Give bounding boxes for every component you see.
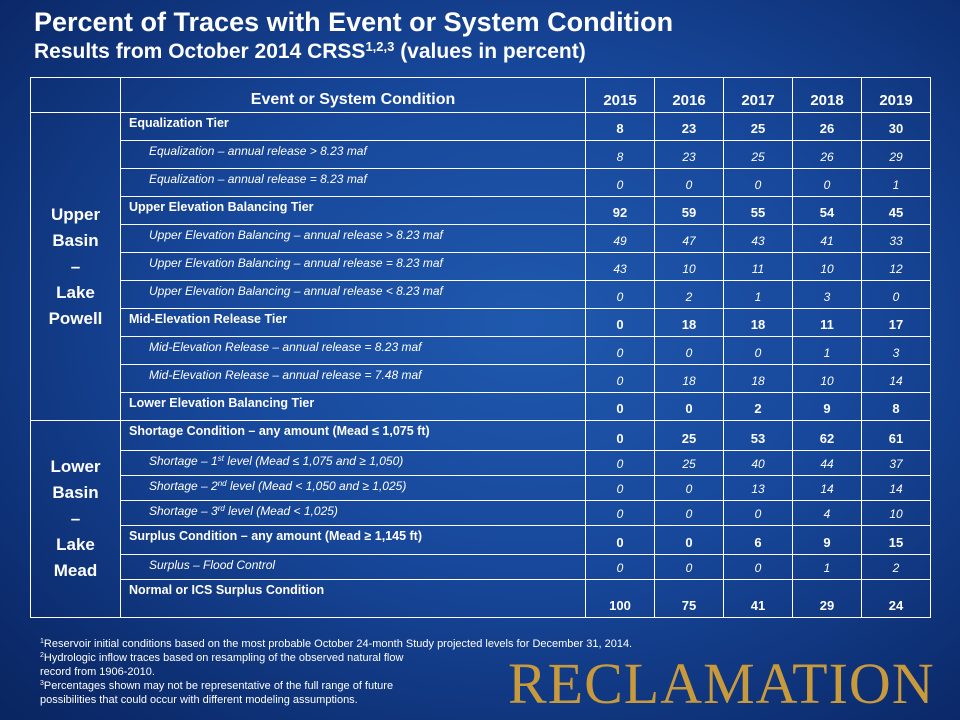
percent-value: 92 bbox=[586, 197, 655, 225]
percent-value: 49 bbox=[586, 225, 655, 253]
percent-value: 75 bbox=[655, 580, 724, 618]
footnote-1 bbox=[40, 637, 632, 651]
percent-value: 0 bbox=[862, 281, 931, 309]
percent-value: 0 bbox=[586, 169, 655, 197]
table-row bbox=[31, 225, 931, 253]
percent-value: 0 bbox=[724, 337, 793, 365]
percent-value: 11 bbox=[793, 309, 862, 337]
subtitle-suffix: (values in percent) bbox=[394, 40, 586, 63]
percent-value: 61 bbox=[862, 421, 931, 451]
table-row bbox=[31, 365, 931, 393]
percent-value: 47 bbox=[655, 225, 724, 253]
table-row bbox=[31, 580, 931, 618]
condition-text: Surplus – Flood Control bbox=[149, 558, 276, 572]
table-row bbox=[31, 337, 931, 365]
percent-value: 10 bbox=[655, 253, 724, 281]
footnote-line: Percentages shown may not be representative of the full range of future bbox=[43, 680, 394, 692]
percent-value: 3 bbox=[862, 337, 931, 365]
percent-value: 25 bbox=[655, 421, 724, 451]
sub-condition-label bbox=[121, 451, 586, 476]
footnote-3-cont: possibilities that could occur with different modeling assumptions. bbox=[40, 694, 358, 706]
table-row bbox=[31, 113, 931, 141]
percent-value: 2 bbox=[724, 393, 793, 421]
condition-text-rest: level (Mead ≤ 1,075 and ≥ 1,050) bbox=[223, 454, 404, 468]
percent-value: 30 bbox=[862, 113, 931, 141]
basin-label-line: Lake bbox=[56, 535, 95, 554]
table-row bbox=[31, 253, 931, 281]
header-condition: Event or System Condition bbox=[121, 78, 586, 113]
sub-condition-label bbox=[121, 337, 586, 365]
percent-value: 11 bbox=[724, 253, 793, 281]
subtitle-superscript: 1,2,3 bbox=[365, 39, 395, 54]
percent-value: 9 bbox=[793, 526, 862, 555]
percent-value: 45 bbox=[862, 197, 931, 225]
conditions-table bbox=[30, 77, 931, 618]
sub-condition-label bbox=[121, 141, 586, 169]
percent-value: 0 bbox=[655, 555, 724, 580]
percent-value: 0 bbox=[724, 555, 793, 580]
header-year: 2015 bbox=[586, 78, 655, 113]
basin-label-line: Mead bbox=[53, 561, 98, 580]
condition-text: Mid-Elevation Release – annual release = 7.48 maf bbox=[149, 368, 422, 382]
percent-value: 41 bbox=[724, 580, 793, 618]
percent-value: 25 bbox=[724, 141, 793, 169]
table-row bbox=[31, 501, 931, 526]
sub-condition-label bbox=[121, 476, 586, 501]
percent-value: 0 bbox=[586, 555, 655, 580]
condition-text: Lower Elevation Balancing Tier bbox=[129, 396, 315, 410]
condition-text: Upper Elevation Balancing Tier bbox=[129, 200, 314, 214]
percent-value: 0 bbox=[586, 281, 655, 309]
percent-value: 14 bbox=[862, 365, 931, 393]
subtitle-text: Results from October 2014 CRSS bbox=[34, 40, 366, 63]
condition-text: Equalization Tier bbox=[129, 116, 229, 130]
percent-value: 62 bbox=[793, 421, 862, 451]
condition-label bbox=[121, 580, 586, 618]
condition-text: Surplus Condition – any amount (Mead ≥ 1,145 ft) bbox=[129, 529, 422, 543]
percent-value: 29 bbox=[862, 141, 931, 169]
header-year: 2019 bbox=[862, 78, 931, 113]
percent-value: 26 bbox=[793, 113, 862, 141]
sub-condition-label bbox=[121, 501, 586, 526]
percent-value: 0 bbox=[586, 337, 655, 365]
condition-text: Shortage Condition – any amount (Mead ≤ 1,075 ft) bbox=[129, 424, 430, 438]
percent-value: 33 bbox=[862, 225, 931, 253]
percent-value: 10 bbox=[793, 365, 862, 393]
footnote-2-cont: record from 1906-2010. bbox=[40, 666, 155, 678]
condition-text: Mid-Elevation Release Tier bbox=[129, 312, 288, 326]
percent-value: 13 bbox=[724, 476, 793, 501]
percent-value: 26 bbox=[793, 141, 862, 169]
percent-value: 0 bbox=[586, 501, 655, 526]
percent-value: 55 bbox=[724, 197, 793, 225]
percent-value: 54 bbox=[793, 197, 862, 225]
percent-value: 10 bbox=[862, 501, 931, 526]
table-row bbox=[31, 281, 931, 309]
percent-value: 17 bbox=[862, 309, 931, 337]
percent-value: 44 bbox=[793, 451, 862, 476]
percent-value: 0 bbox=[586, 476, 655, 501]
sub-condition-label bbox=[121, 555, 586, 580]
table-row bbox=[31, 169, 931, 197]
table-row bbox=[31, 141, 931, 169]
percent-value: 0 bbox=[655, 526, 724, 555]
condition-text-rest: level (Mead < 1,025) bbox=[224, 504, 338, 518]
condition-text: Shortage – 1 bbox=[149, 454, 218, 468]
percent-value: 43 bbox=[724, 225, 793, 253]
footnote-3 bbox=[40, 679, 393, 693]
percent-value: 1 bbox=[793, 337, 862, 365]
table-row bbox=[31, 555, 931, 580]
footnote-number: 1 bbox=[40, 638, 44, 645]
percent-value: 18 bbox=[655, 309, 724, 337]
percent-value: 0 bbox=[655, 393, 724, 421]
basin-label-line: Upper bbox=[50, 204, 101, 224]
basin-group-label bbox=[31, 113, 121, 421]
percent-value: 25 bbox=[655, 451, 724, 476]
percent-value: 0 bbox=[586, 451, 655, 476]
percent-value: 23 bbox=[655, 113, 724, 141]
ordinal-suffix: st bbox=[217, 454, 224, 463]
percent-value: 0 bbox=[724, 501, 793, 526]
percent-value: 100 bbox=[586, 580, 655, 618]
condition-text: Normal or ICS Surplus Condition bbox=[129, 583, 325, 597]
percent-value: 41 bbox=[793, 225, 862, 253]
percent-value: 1 bbox=[862, 169, 931, 197]
table-row bbox=[31, 451, 931, 476]
percent-value: 59 bbox=[655, 197, 724, 225]
condition-label bbox=[121, 421, 586, 451]
condition-text-rest: level (Mead < 1,050 and ≥ 1,025) bbox=[226, 479, 407, 493]
percent-value: 0 bbox=[655, 337, 724, 365]
footnote-2 bbox=[40, 651, 403, 665]
basin-label-line: Lower bbox=[50, 457, 101, 476]
sub-condition-label bbox=[121, 225, 586, 253]
percent-value: 53 bbox=[724, 421, 793, 451]
condition-text: Shortage – 2 bbox=[149, 479, 218, 493]
footnote-line: Reservoir initial conditions based on the most probable October 24-month Study projected levels for December 31, 2014. bbox=[43, 638, 633, 650]
percent-value: 0 bbox=[586, 421, 655, 451]
percent-value: 3 bbox=[793, 281, 862, 309]
percent-value: 23 bbox=[655, 141, 724, 169]
percent-value: 15 bbox=[862, 526, 931, 555]
reclamation-logo: RECLAMATION bbox=[508, 651, 935, 716]
percent-value: 18 bbox=[655, 365, 724, 393]
percent-value: 40 bbox=[724, 451, 793, 476]
percent-value: 8 bbox=[586, 113, 655, 141]
percent-value: 18 bbox=[724, 309, 793, 337]
percent-value: 18 bbox=[724, 365, 793, 393]
percent-value: 12 bbox=[862, 253, 931, 281]
header-blank-cell bbox=[31, 78, 121, 113]
basin-label-line: – bbox=[70, 256, 81, 276]
percent-value: 8 bbox=[586, 141, 655, 169]
page-title: Percent of Traces with Event or System Condition bbox=[34, 7, 674, 37]
basin-label-line: Basin bbox=[52, 483, 99, 502]
percent-value: 2 bbox=[655, 281, 724, 309]
condition-text: Equalization – annual release = 8.23 maf bbox=[149, 172, 367, 186]
percent-value: 0 bbox=[655, 476, 724, 501]
condition-label bbox=[121, 526, 586, 555]
percent-value: 1 bbox=[724, 281, 793, 309]
table-row bbox=[31, 476, 931, 501]
percent-value: 43 bbox=[586, 253, 655, 281]
sub-condition-label bbox=[121, 281, 586, 309]
percent-value: 0 bbox=[655, 501, 724, 526]
basin-label-line: Lake bbox=[56, 282, 95, 302]
header-year: 2017 bbox=[724, 78, 793, 113]
percent-value: 6 bbox=[724, 526, 793, 555]
table-body bbox=[31, 113, 931, 618]
header-year: 2018 bbox=[793, 78, 862, 113]
condition-text: Upper Elevation Balancing – annual release = 8.23 maf bbox=[149, 256, 443, 270]
table-row bbox=[31, 309, 931, 337]
percent-value: 4 bbox=[793, 501, 862, 526]
percent-value: 14 bbox=[862, 476, 931, 501]
table-header-row bbox=[31, 78, 931, 113]
percent-value: 10 bbox=[793, 253, 862, 281]
condition-text: Shortage – 3 bbox=[149, 504, 218, 518]
percent-value: 29 bbox=[793, 580, 862, 618]
percent-value: 0 bbox=[586, 393, 655, 421]
ordinal-suffix: rd bbox=[217, 504, 225, 513]
condition-text: Equalization – annual release > 8.23 maf bbox=[149, 144, 367, 158]
basin-group-label bbox=[31, 421, 121, 618]
condition-text: Mid-Elevation Release – annual release = 8.23 maf bbox=[149, 340, 422, 354]
basin-label-line: Powell bbox=[48, 308, 103, 328]
table-row bbox=[31, 197, 931, 225]
percent-value: 37 bbox=[862, 451, 931, 476]
percent-value: 25 bbox=[724, 113, 793, 141]
header-year: 2016 bbox=[655, 78, 724, 113]
footnote-number: 2 bbox=[40, 652, 44, 659]
condition-label bbox=[121, 113, 586, 141]
percent-value: 0 bbox=[724, 169, 793, 197]
footnote-line: Hydrologic inflow traces based on resampling of the observed natural flow bbox=[43, 652, 404, 664]
basin-label-line: Basin bbox=[52, 230, 99, 250]
page-subtitle bbox=[34, 38, 586, 66]
percent-value: 9 bbox=[793, 393, 862, 421]
percent-value: 1 bbox=[793, 555, 862, 580]
condition-text: Upper Elevation Balancing – annual release < 8.23 maf bbox=[149, 284, 443, 298]
percent-value: 24 bbox=[862, 580, 931, 618]
ordinal-suffix: nd bbox=[217, 479, 227, 488]
table-row bbox=[31, 526, 931, 555]
condition-text: Upper Elevation Balancing – annual release > 8.23 maf bbox=[149, 228, 443, 242]
sub-condition-label bbox=[121, 169, 586, 197]
footnote-number: 3 bbox=[40, 680, 44, 687]
basin-label-line: – bbox=[70, 509, 81, 528]
condition-label bbox=[121, 393, 586, 421]
percent-value: 8 bbox=[862, 393, 931, 421]
percent-value: 0 bbox=[793, 169, 862, 197]
table-row bbox=[31, 421, 931, 451]
table-row bbox=[31, 393, 931, 421]
percent-value: 0 bbox=[586, 309, 655, 337]
percent-value: 2 bbox=[862, 555, 931, 580]
sub-condition-label bbox=[121, 365, 586, 393]
percent-value: 0 bbox=[586, 365, 655, 393]
condition-label bbox=[121, 197, 586, 225]
percent-value: 14 bbox=[793, 476, 862, 501]
sub-condition-label bbox=[121, 253, 586, 281]
percent-value: 0 bbox=[655, 169, 724, 197]
condition-label bbox=[121, 309, 586, 337]
percent-value: 0 bbox=[586, 526, 655, 555]
